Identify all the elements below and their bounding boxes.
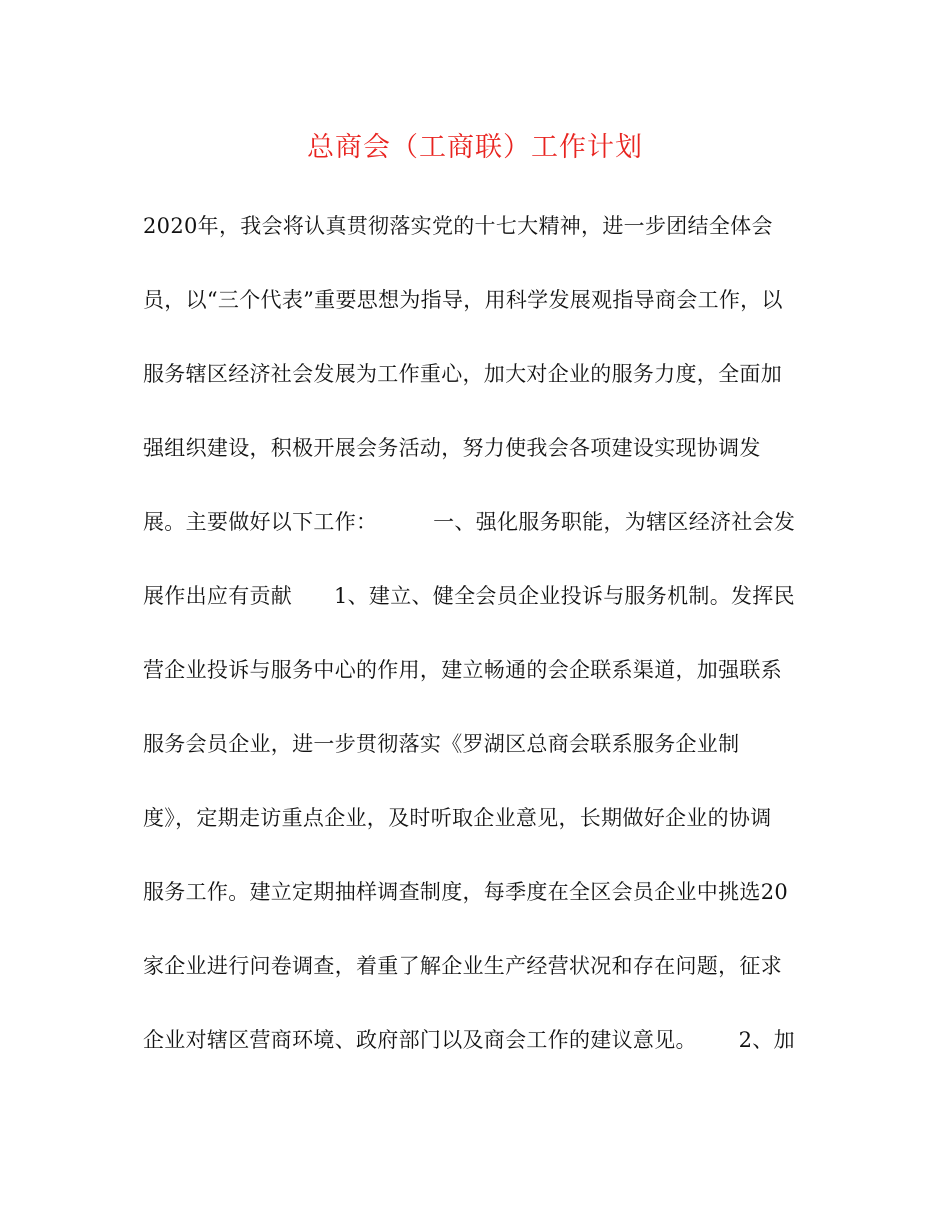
body-line: 服务会员企业，进一步贯彻落实《罗湖区总商会联系服务企业制: [143, 732, 740, 756]
body-line: 2020年，我会将认真贯彻落实党的十七大精神，进一步团结全体会: [143, 214, 773, 238]
body-line: 展作出应有贡献 1、建立、健全会员企业投诉与服务机制。发挥民: [143, 584, 795, 608]
body-line: 强组织建设，积极开展会务活动，努力使我会各项建设实现协调发: [143, 436, 761, 460]
document-body: [143, 206, 823, 1094]
body-line: 服务辖区经济社会发展为工作重心，加大对企业的服务力度，全面加: [143, 362, 782, 386]
body-line: 服务工作。建立定期抽样调查制度，每季度在全区会员企业中挑选20: [143, 880, 789, 904]
body-line: 员，以“三个代表”重要思想为指导，用科学发展观指导商会工作，以: [143, 288, 783, 312]
body-line: 家企业进行问卷调查，着重了解企业生产经营状况和存在问题，征求: [143, 954, 782, 978]
body-line: 展。主要做好以下工作： 一、强化服务职能，为辖区经济社会发: [143, 510, 796, 534]
document-title: 总商会（工商联）工作计划: [307, 132, 643, 163]
body-line: 度》，定期走访重点企业，及时听取企业意见，长期做好企业的协调: [143, 806, 772, 830]
body-line: 营企业投诉与服务中心的作用，建立畅通的会企联系渠道，加强联系: [143, 658, 782, 682]
body-line: 企业对辖区营商环境、政府部门以及商会工作的建议意见。 2、加: [143, 1028, 795, 1052]
